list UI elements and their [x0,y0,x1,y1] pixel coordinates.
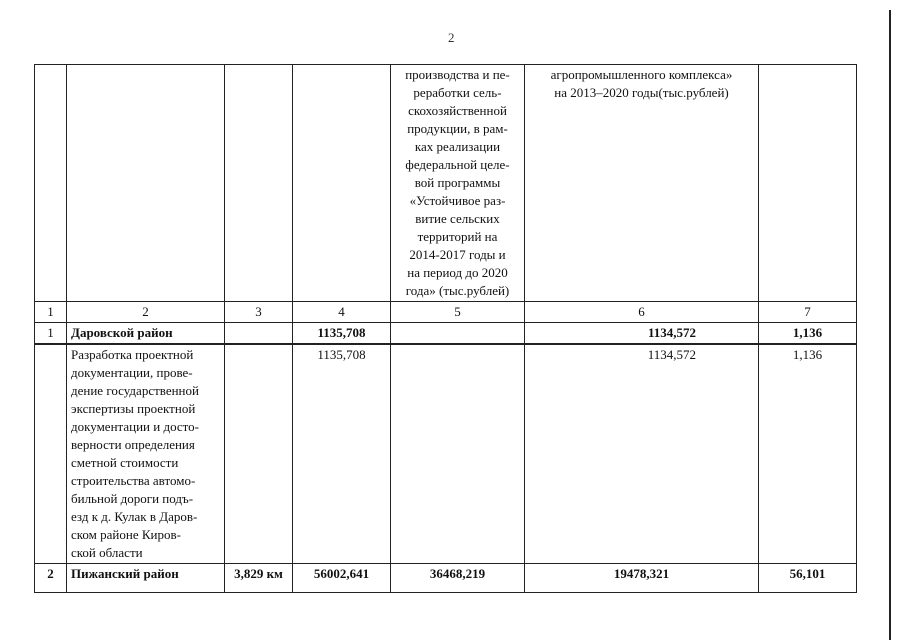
federal-amount [391,344,525,564]
page-number: 2 [448,30,455,45]
table-row [35,323,857,345]
column-number: 3 [225,302,293,323]
header-col5-line: года» (тыс.рублей) [405,283,510,298]
row-number: 2 [35,564,67,593]
header-cell-6 [525,65,759,302]
table-row [35,564,857,593]
federal-amount [391,323,525,345]
description-line: Разработка проектной [71,347,194,362]
header-col5-line: скохозяйственной [408,103,507,118]
header-col5-line: ках реализации [414,139,501,154]
column-number: 5 [391,302,525,323]
column-numbers-row [35,302,857,323]
total-amount: 1135,708 [293,323,391,345]
local-amount: 56,101 [759,564,857,593]
page-edge-line [889,10,891,640]
header-col5-line: на период до 2020 [407,265,508,280]
description-line: бильной дороги подъ- [71,491,194,506]
header-col5-line: федеральной целе- [405,157,510,172]
total-amount: 56002,641 [293,564,391,593]
header-col5-line: продукции, в рам- [407,121,508,136]
header-col5-line: производства и пе- [405,67,510,82]
description-line: ской области [71,545,143,560]
description-line: экспертизы проектной [71,401,196,416]
description-line: документации и досто- [71,419,200,434]
description-line: документации, прове- [71,365,193,380]
header-cell-5 [391,65,525,302]
federal-amount: 36468,219 [391,564,525,593]
header-col6-line: на 2013–2020 годы(тыс.рублей) [554,85,729,100]
description-line: езд к д. Кулак в Даров- [71,509,198,524]
header-col5-line: территорий на [417,229,498,244]
district-name: Пижанский район [67,564,225,593]
local-amount: 1,136 [759,344,857,564]
description-line: строительства автомо- [71,473,196,488]
description-line: ском районе Киров- [71,527,181,542]
table-row [35,344,857,564]
column-number: 6 [525,302,759,323]
financing-table [34,64,857,593]
description-line: дение государственной [71,383,199,398]
header-col5-line: 2014-2017 годы и [409,247,506,262]
header-continuation-row [35,65,857,302]
district-name: Даровской район [67,323,225,345]
regional-amount: 1134,572 [525,323,759,345]
column-number: 7 [759,302,857,323]
header-cell-2 [67,65,225,302]
header-cell-7 [759,65,857,302]
local-amount: 1,136 [759,323,857,345]
header-cell-4 [293,65,391,302]
header-col5-line: витие сельских [415,211,500,226]
header-cell-1 [35,65,67,302]
regional-amount: 1134,572 [525,344,759,564]
header-col5-line: реработки сель- [413,85,502,100]
column-number: 1 [35,302,67,323]
header-col5-line: вой программы [414,175,501,190]
header-col5-line: «Устойчивое раз- [409,193,506,208]
road-length [225,344,293,564]
road-length [225,323,293,345]
road-length: 3,829 км [225,564,293,593]
total-amount: 1135,708 [293,344,391,564]
row-number: 1 [35,323,67,345]
column-number: 2 [67,302,225,323]
description-line: сметной стоимости [71,455,179,470]
header-col6-line: агропромышленного комплекса» [550,67,733,82]
regional-amount: 19478,321 [525,564,759,593]
column-number: 4 [293,302,391,323]
description-line: верности определения [71,437,195,452]
project-description [67,344,225,564]
row-number [35,344,67,564]
header-cell-3 [225,65,293,302]
